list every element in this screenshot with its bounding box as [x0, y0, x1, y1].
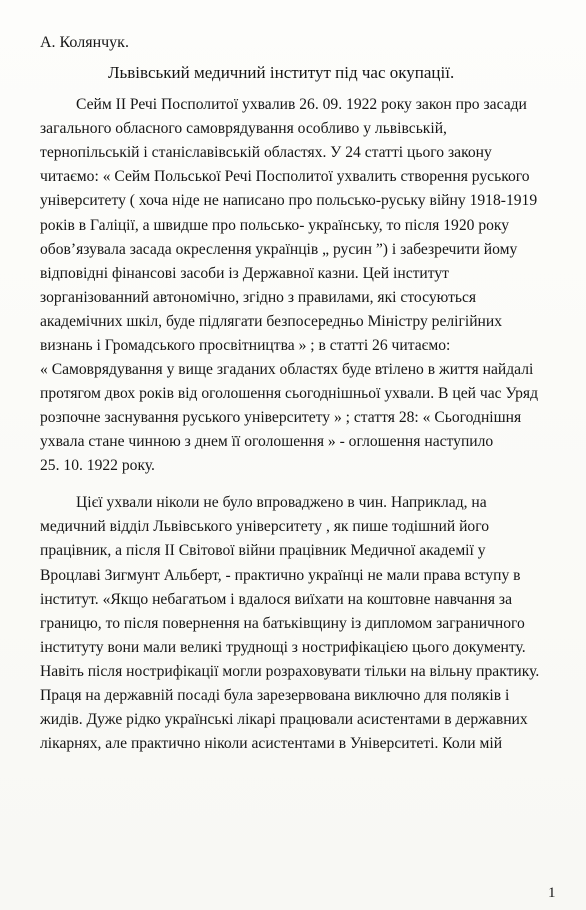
text-line: жидів. Дуже рідко українські лікарі працювали асистентами в державних [40, 711, 528, 728]
text-line: Навіть після нострифікації могли розраховувати тільки на вільну практику. [40, 663, 540, 680]
text-line: зорганізованний автономічно, згідно з правилами, які стосуються [40, 289, 477, 306]
text-line: лікарнях, але практично ніколи асистентами в Університеті. Коли мій [40, 735, 503, 752]
text-line: Сейм ІІ Речі Посполитої ухвалив 26. 09. 1922 року закон про засади [76, 96, 527, 113]
text-line: загального обласного самоврядування особливо у львівській, [40, 120, 447, 137]
text-line: працівник, а після ІІ Світової війни працівник Медичної академії у [40, 542, 486, 559]
text-line: Цієї ухвали ніколи не було впроваджено в чин. Наприклад, на [76, 494, 487, 511]
text-line: років в Галіції, а швидше про польсько- українську, то після 1920 року [40, 217, 510, 234]
text-line: розпочне заснування руського університету » ; стаття 28: « Сьогоднішня [40, 409, 522, 426]
text-line: Праця на державній посаді була зарезервована виключно для поляків і [40, 687, 510, 704]
text-line: Вроцлаві Зигмунт Альберт, - практично українці не мали права вступу в [40, 567, 521, 584]
text-line: університету ( хоча ніде не написано про польсько-руську війну 1918-1919 [40, 192, 538, 209]
text-line: відповідні фінансові засоби із Державної казни. Цей інститут [40, 265, 449, 282]
text-line: читаємо: « Сейм Польської Речі Посполитої ухвалить створення руського [40, 168, 530, 185]
author-name: А. Колянчук. [40, 34, 129, 51]
text-line: тернопільській і станіславівській областях. У 24 статті цього закону [40, 144, 492, 161]
text-line: протягом двох років від оголошення сьогоднішньої ухвали. В цей час Уряд [40, 385, 539, 402]
text-line: обов’язувала засада окреслення українців „ русин ”) і забезречити йому [40, 241, 518, 258]
text-line: ухвала стане чинною з днем її оголошення » - оглошення наступило [40, 433, 494, 450]
page-number: 1 [548, 885, 556, 901]
document-title: Львівський медичний інститут під час окупації. [108, 63, 455, 82]
text-line: границю, то після повернення на батьківщину із дипломом заграничного [40, 615, 525, 632]
text-line: академічних шкіл, буде підлягати безпосередньо Міністру релігійних [40, 313, 503, 330]
text-line: визнань і Громадського просвітництва » ; в статті 26 читаємо: [40, 337, 451, 354]
text-line: 25. 10. 1922 року. [40, 457, 155, 474]
text-line: медичний відділ Львівського університету , як пише тодішний його [40, 518, 490, 535]
text-line: інституту вони мали великі труднощі з нострифікацією цього документу. [40, 639, 526, 656]
text-line: « Самоврядування у вище згаданих областях буде втілено в життя найдалі [40, 361, 534, 378]
text-line: інститут. «Якщо небагатьом і вдалося виїхати на коштовне навчання за [40, 591, 512, 608]
